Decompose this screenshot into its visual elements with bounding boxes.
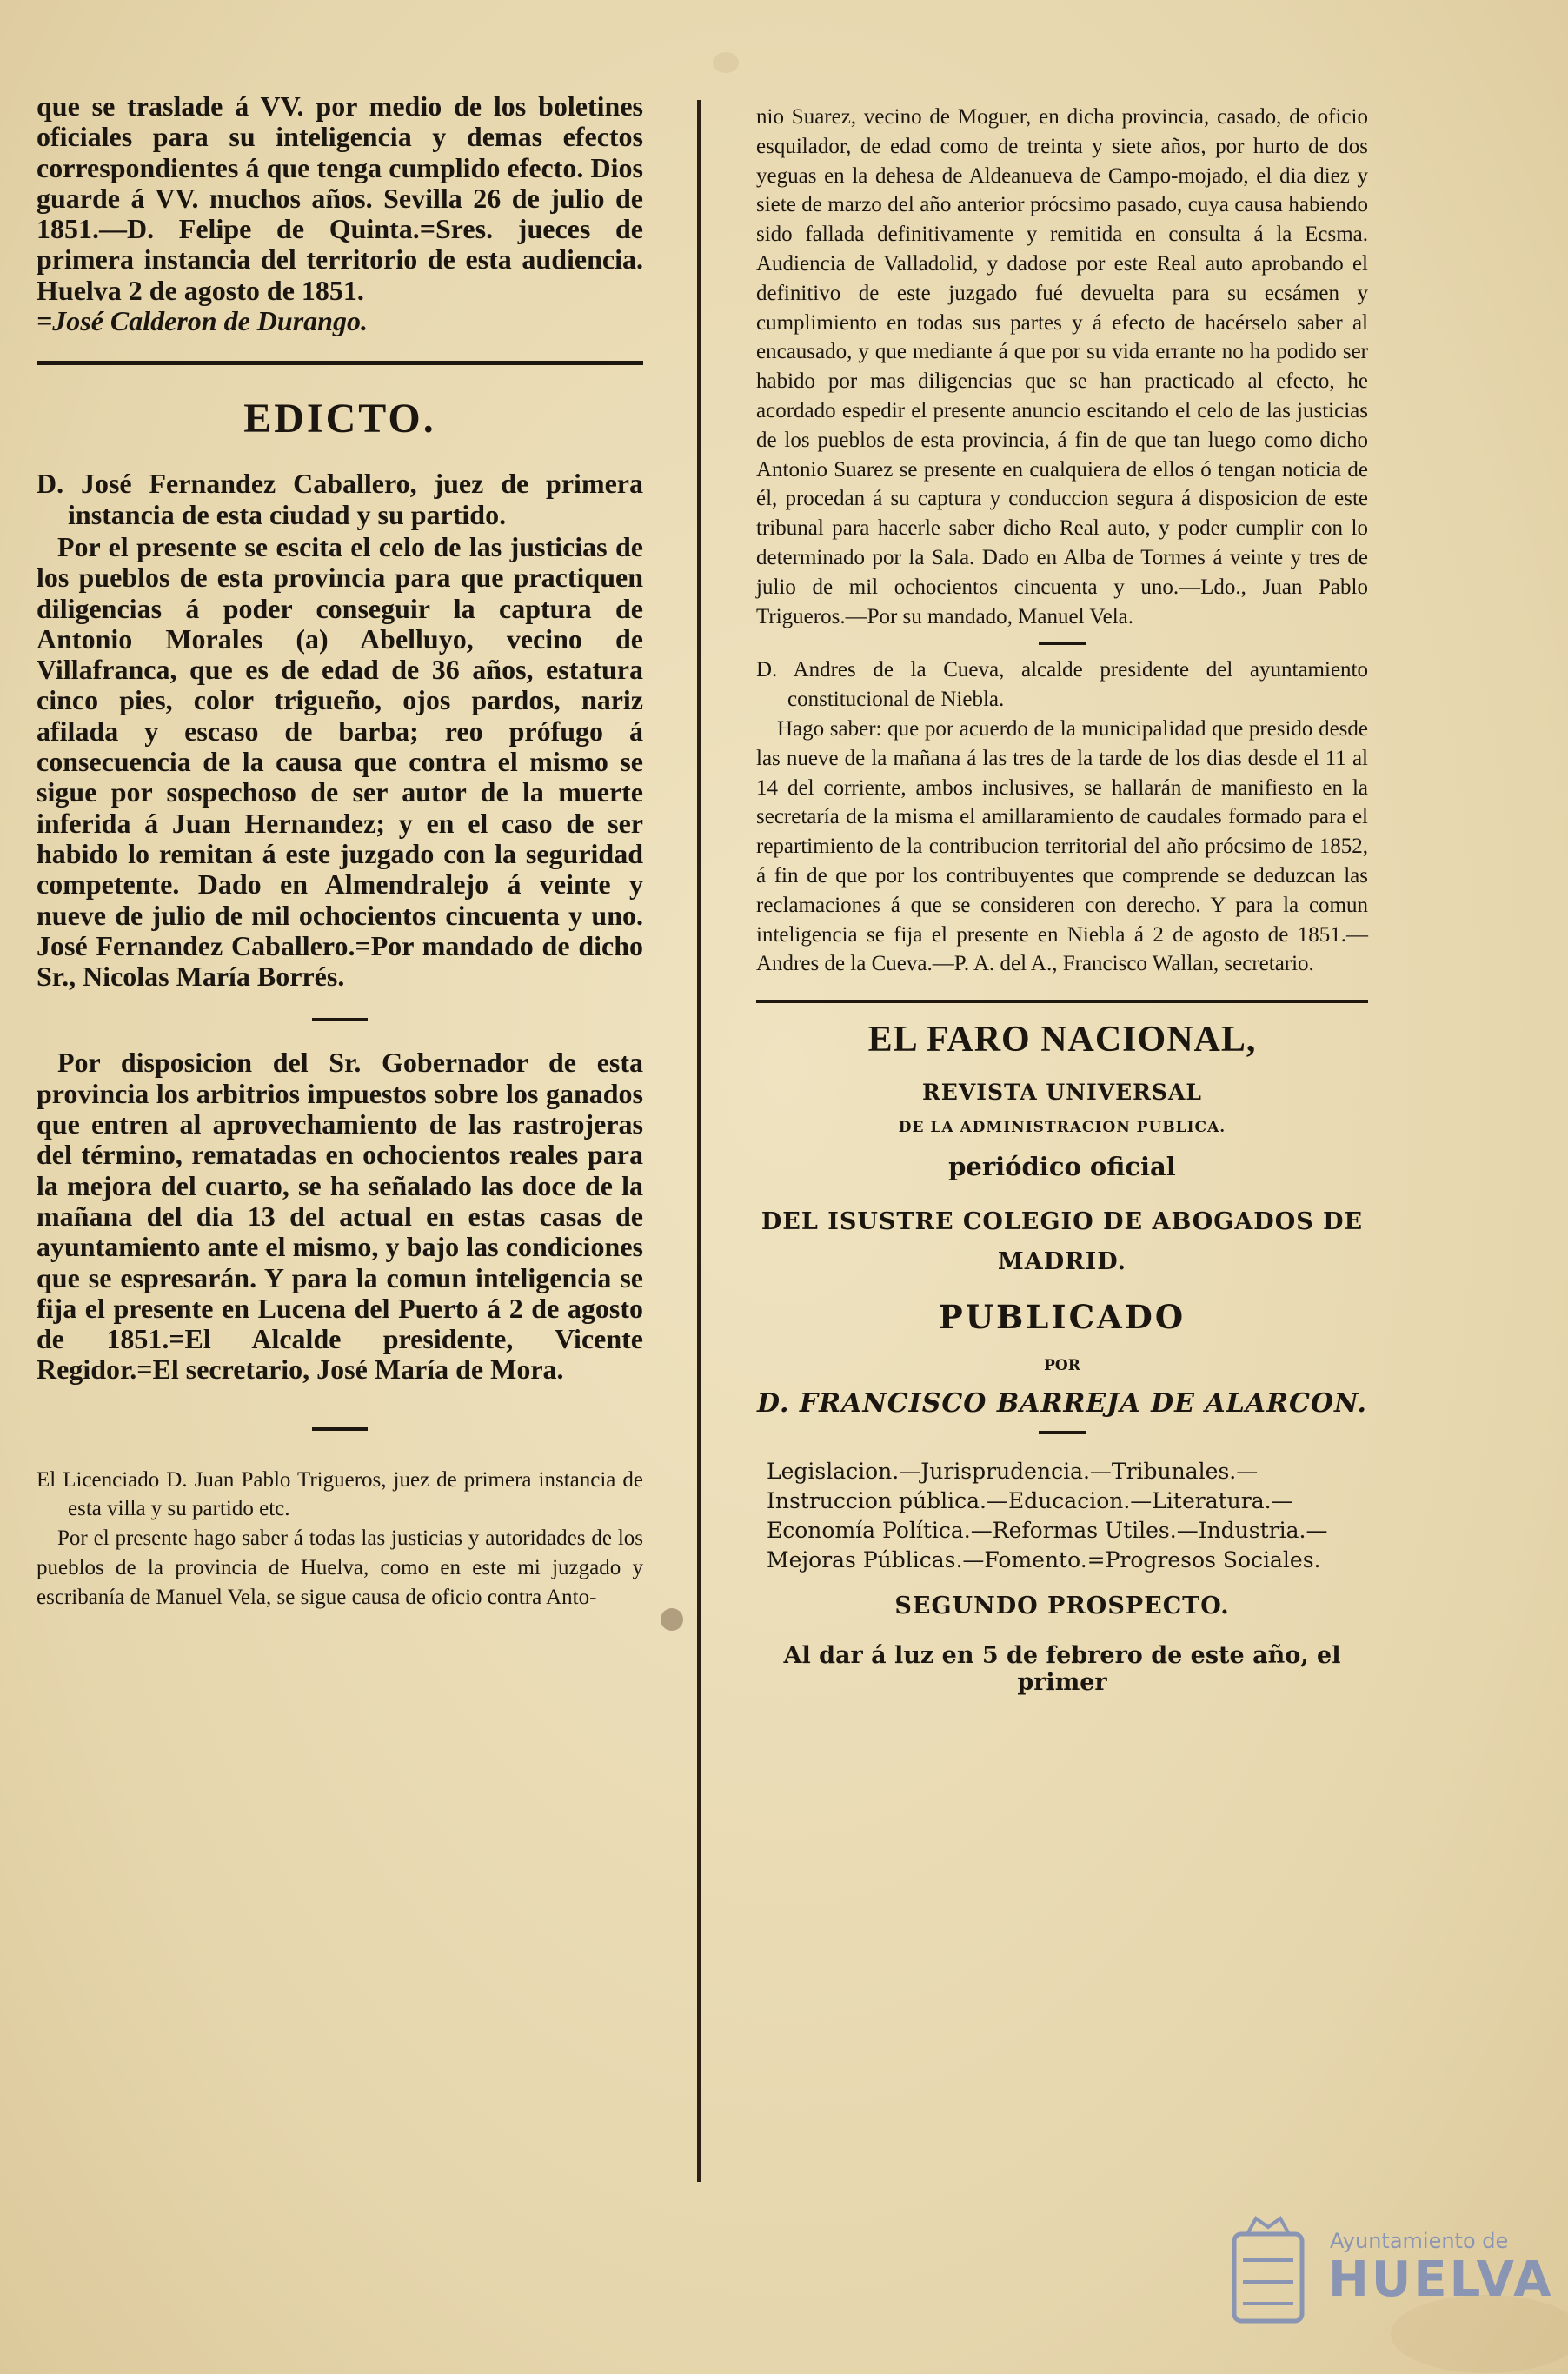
niebla-header: D. Andres de la Cueva, alcalde presidente del ayuntamiento constitucional de Niebla. xyxy=(756,658,1368,712)
section-rule xyxy=(37,361,643,365)
right-column xyxy=(756,103,1368,1696)
intro-signature: =José Calderon de Durango. xyxy=(37,305,368,337)
faro-editor-name: D. FRANCISCO BARREJA DE ALARCON. xyxy=(757,1388,1367,1420)
niebla-body: Hago saber: que por acuerdo de la municipalidad que presido desde las nueve de la mañana á las tres de la tarde de los dias desde el 11 al 14 del corriente, ambos inclusives, se hallarán de manifiesto en la secretaría de la misma el amillaramiento de caudales formado para el repartimiento de la contribucion territorial del año prócsimo de 1852, á fin de que por los contribuyentes que comprende se deduzcan las reclamaciones á que se consideren con derecho. Y para la comun inteligencia se fija el presente en Niebla á 2 de agosto de 1851.—Andres de la Cueva.—P. A. del A., Francisco Wallan, secretario. xyxy=(756,716,1368,976)
lucena-notice: Por disposicion del Sr. Gobernador de esta provincia los arbitrios impuestos sobre los ganados que entren al aprovechamiento de las rastrojeras del término, rematadas en ochocientos reales para la mejora del cuarto, se ha señalado las doce de la mañana del dia 13 del actual en estas casas de ayuntamiento ante el mismo, y bajo las condiciones que se espresarán. Y para la comun inteligencia se fija el presente en Lucena del Puerto á 2 de agosto de 1851.=El Alcalde presidente, Vicente Regidor.=El secretario, José María de Mora. xyxy=(37,1047,643,1386)
ornament-divider xyxy=(1039,1431,1086,1434)
logo-line1: Ayuntamiento de xyxy=(1330,2229,1509,2253)
faro-colegio: DEL ISUSTRE COLEGIO DE ABOGADOS DE MADRID. xyxy=(761,1208,1364,1276)
edicto-header: D. José Fernandez Caballero, juez de primera instancia de esta ciudad y su partido. xyxy=(37,468,643,530)
section-rule xyxy=(756,1000,1368,1003)
ayuntamiento-logo xyxy=(1217,2208,1554,2338)
ornament-divider xyxy=(312,1018,368,1021)
faro-last-line: Al dar á luz en 5 de febrero de este año, el primer xyxy=(783,1642,1341,1697)
logo-line2: HUELVA xyxy=(1328,2251,1554,2308)
trigueros-continuation: nio Suarez, vecino de Moguer, en dicha provincia, casado, de oficio esquilador, de edad como de treinta y siete años, por hurto de dos yeguas en la dehesa de Aldeanueva de Campo-mojado, el dia diez y siete de marzo del año anterior prócsimo pasado, cuya causa habiendo sido fallada definitivamente y remitida en consulta á la Ecsma. Audiencia de Valladolid, y dadose por este Real auto aprobando el definitivo de este juzgado fué devuelta para su ecsámen y cumplimiento en todas sus partes y á efecto de hacérselo saber al encausado, y que mediante á que por su vida errante no ha podido ser habido por mas diligencias que se han practicado al efecto, he acordado espedir el presente anuncio escitando el celo de las justicias de los pueblos de esta provincia, á fin de que tan luego como dicho Antonio Suarez se presente en cualquiera de ellos ó tengan noticia de él, procedan á su captura y conduccion segura á disposicion de este tribunal para hacerle saber dicho Real auto, y poder cumplir con lo determinado por la Sala. Dado en Alba de Tormes á veinte y tres de julio de mil ochocientos cincuenta y uno.—Ldo., Juan Pablo Trigueros.—Por su mandado, Manuel Vela. xyxy=(756,105,1368,628)
faro-por: POR xyxy=(1044,1357,1080,1375)
intro-paragraph xyxy=(37,91,643,336)
faro-administracion: DE LA ADMINISTRACION PUBLICA. xyxy=(898,1119,1226,1137)
trigueros-body: Por el presente hago saber á todas las justicias y autoridades de los pueblos de la provincia de Huelva, como en este mi juzgado y escribanía de Manuel Vela, se sigue causa de oficio contra Anto- xyxy=(37,1526,643,1609)
faro-segundo-prospecto: SEGUNDO PROSPECTO. xyxy=(894,1593,1230,1620)
intro-text: que se traslade á VV. por medio de los boletines oficiales para su inteligencia y demas efectos correspondientes á que tenga cumplido efecto. Dios guarde á VV. muchos años. Sevilla 26 de julio de 1851.—D. Felipe de Quinta.=Sres. jueces de primera instancia del territorio de esta audiencia. Huelva 2 de agosto de 1851. xyxy=(37,90,643,306)
paper-stain xyxy=(713,52,739,73)
paper-stain xyxy=(661,1608,683,1631)
edicto-heading: EDICTO. xyxy=(243,396,436,442)
faro-publicado: PUBLICADO xyxy=(938,1298,1186,1337)
faro-periodico: periódico oficial xyxy=(948,1152,1176,1182)
left-column xyxy=(37,91,643,1613)
faro-title: EL FARO NACIONAL, xyxy=(867,1020,1257,1061)
faro-subtitle: REVISTA UNIVERSAL xyxy=(922,1080,1202,1106)
column-divider xyxy=(697,100,701,2182)
edicto-body: Por el presente se escita el celo de las justicias de los pueblos de esta provincia para que practiquen diligencias á poder conseguir la captura de Antonio Morales (a) Abelluyo, vecino de Villafranca, que es de edad de 36 años, estatura cinco pies, color trigueño, ojos pardos, nariz afilada y escaso de barba; reo prófugo á consecuencia de la causa que contra el mismo se sigue por sospechoso de ser autor de la muerte inferida á Juan Hernandez; y en el caso de ser habido lo remitan á este juzgado con la seguridad competente. Dado en Almendralejo á veinte y nueve de julio de mil ochocientos cincuenta y uno. José Fernandez Caballero.=Por mandado de dicho Sr., Nicolas María Borrés. xyxy=(37,530,643,993)
shield-icon xyxy=(1217,2208,1321,2338)
trigueros-header: El Licenciado D. Juan Pablo Trigueros, juez de primera instancia de esta villa y su partido etc. xyxy=(37,1467,643,1521)
faro-topics: Legislacion.—Jurisprudencia.—Tribunales.—Instruccion pública.—Educacion.—Literatura.—Economía Política.—Reformas Utiles.—Industria.—Mejoras Públicas.—Fomento.=Progresos Sociales. xyxy=(767,1459,1328,1573)
ornament-divider xyxy=(1039,642,1086,645)
ornament-divider xyxy=(312,1427,368,1431)
faro-advert xyxy=(756,1019,1368,1696)
